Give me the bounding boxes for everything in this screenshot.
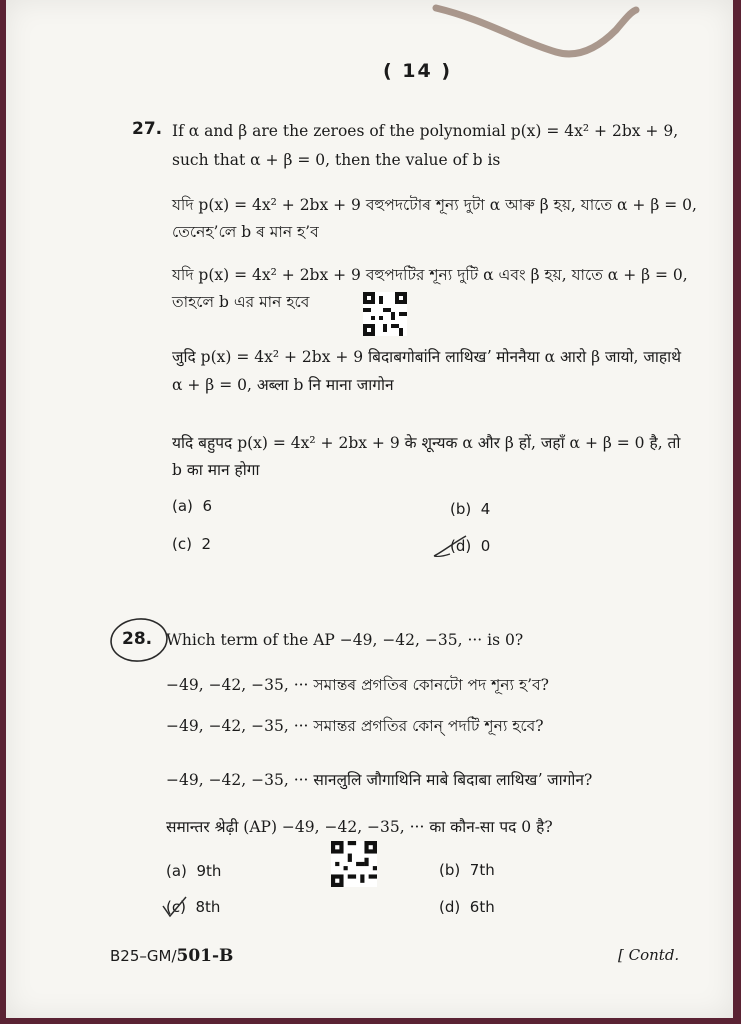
question-27-option-a[interactable] [172, 497, 212, 515]
question-27-hindi-line2: b का मान होगा [172, 461, 260, 479]
option-label: (a) [166, 862, 187, 880]
question-28-number: 28. [122, 629, 153, 649]
question-27-english-line1: If α and β are the zeroes of the polynomial p(x) = 4x² + 2bx + 9, [172, 122, 679, 140]
option-value: 4 [480, 500, 491, 518]
exam-page [6, 0, 733, 1018]
question-28-bengali: −49, −42, −35, ··· সমান্তর প্রগতির কোন্ পদটি শূন্য হবে? [166, 717, 544, 735]
option-value: 8th [195, 898, 221, 916]
ink-smudge [426, 0, 646, 70]
question-28-hindi: समान्तर श्रेढ़ी (AP) −49, −42, −35, ··· का कौन-सा पद 0 है? [166, 818, 553, 836]
question-27-assamese-line1: যদি p(x) = 4x² + 2bx + 9 বহুপদটোৰ শূন্য দুটা α আৰু β হয়, যাতে α + β = 0, [172, 196, 697, 214]
question-28-english: Which term of the AP −49, −42, −35, ··· is 0? [166, 631, 524, 649]
paper-code [110, 946, 233, 966]
option-value: 7th [469, 861, 495, 879]
question-28-option-b[interactable] [439, 861, 495, 879]
question-27-option-c[interactable] [172, 535, 211, 553]
question-27-bodo-line1: जुदि p(x) = 4x² + 2bx + 9 बिदाबगोबांनि लाथिखʼ मोननैया α आरो β जायो, जाहाथे [172, 348, 682, 366]
question-27-hindi-line1: यदि बहुपद p(x) = 4x² + 2bx + 9 के शून्यक α और β हों, जहाँ α + β = 0 है, तो [172, 434, 681, 452]
option-value: 6 [202, 497, 212, 515]
paper-code-prefix: B25–GM/ [110, 947, 177, 965]
question-28-option-a[interactable] [166, 862, 221, 880]
question-27-bodo-line2: α + β = 0, अब्ला b नि माना जागोन [172, 376, 394, 394]
option-label: (b) [450, 500, 472, 518]
pen-tick-mark [430, 532, 470, 562]
question-28-bodo: −49, −42, −35, ··· सानलुलि जौगाथिनि माबे बिदाबा लाथिखʼ जागोन? [166, 771, 593, 789]
continued-note: [ Contd. [618, 946, 680, 964]
option-label: (d) [450, 537, 472, 555]
option-label: (c) [166, 898, 186, 916]
option-label: (c) [172, 535, 192, 553]
qr-code-icon [331, 841, 377, 887]
option-value: 6th [469, 898, 495, 916]
option-value: 0 [480, 537, 491, 555]
question-27-assamese-line2: তেনেহ’লে b ৰ মান হ’ব [172, 223, 319, 241]
option-label: (a) [172, 497, 193, 515]
question-27-bengali-line1: যদি p(x) = 4x² + 2bx + 9 বহুপদটির শূন্য দুটি α এবং β হয়, যাতে α + β = 0, [172, 266, 688, 284]
option-value: 9th [196, 862, 222, 880]
question-27-english-line2: such that α + β = 0, then the value of b is [172, 151, 501, 169]
pen-tick-mark [160, 894, 190, 922]
question-27-number: 27. [132, 119, 163, 139]
option-value: 2 [201, 535, 212, 553]
question-27-bengali-line2: তাহলে b এর মান হবে [172, 293, 310, 311]
option-label: (d) [439, 898, 461, 916]
paper-code-suffix: 501-B [176, 946, 234, 966]
question-27-option-b[interactable] [450, 500, 490, 518]
option-label: (b) [439, 861, 461, 879]
question-28-option-d[interactable] [439, 898, 495, 916]
question-28-assamese: −49, −42, −35, ··· সমান্তৰ প্ৰগতিৰ কোনটো পদ শূন্য হ’ব? [166, 676, 549, 694]
qr-code-icon [363, 292, 407, 336]
page-number: ( 14 ) [383, 60, 453, 82]
